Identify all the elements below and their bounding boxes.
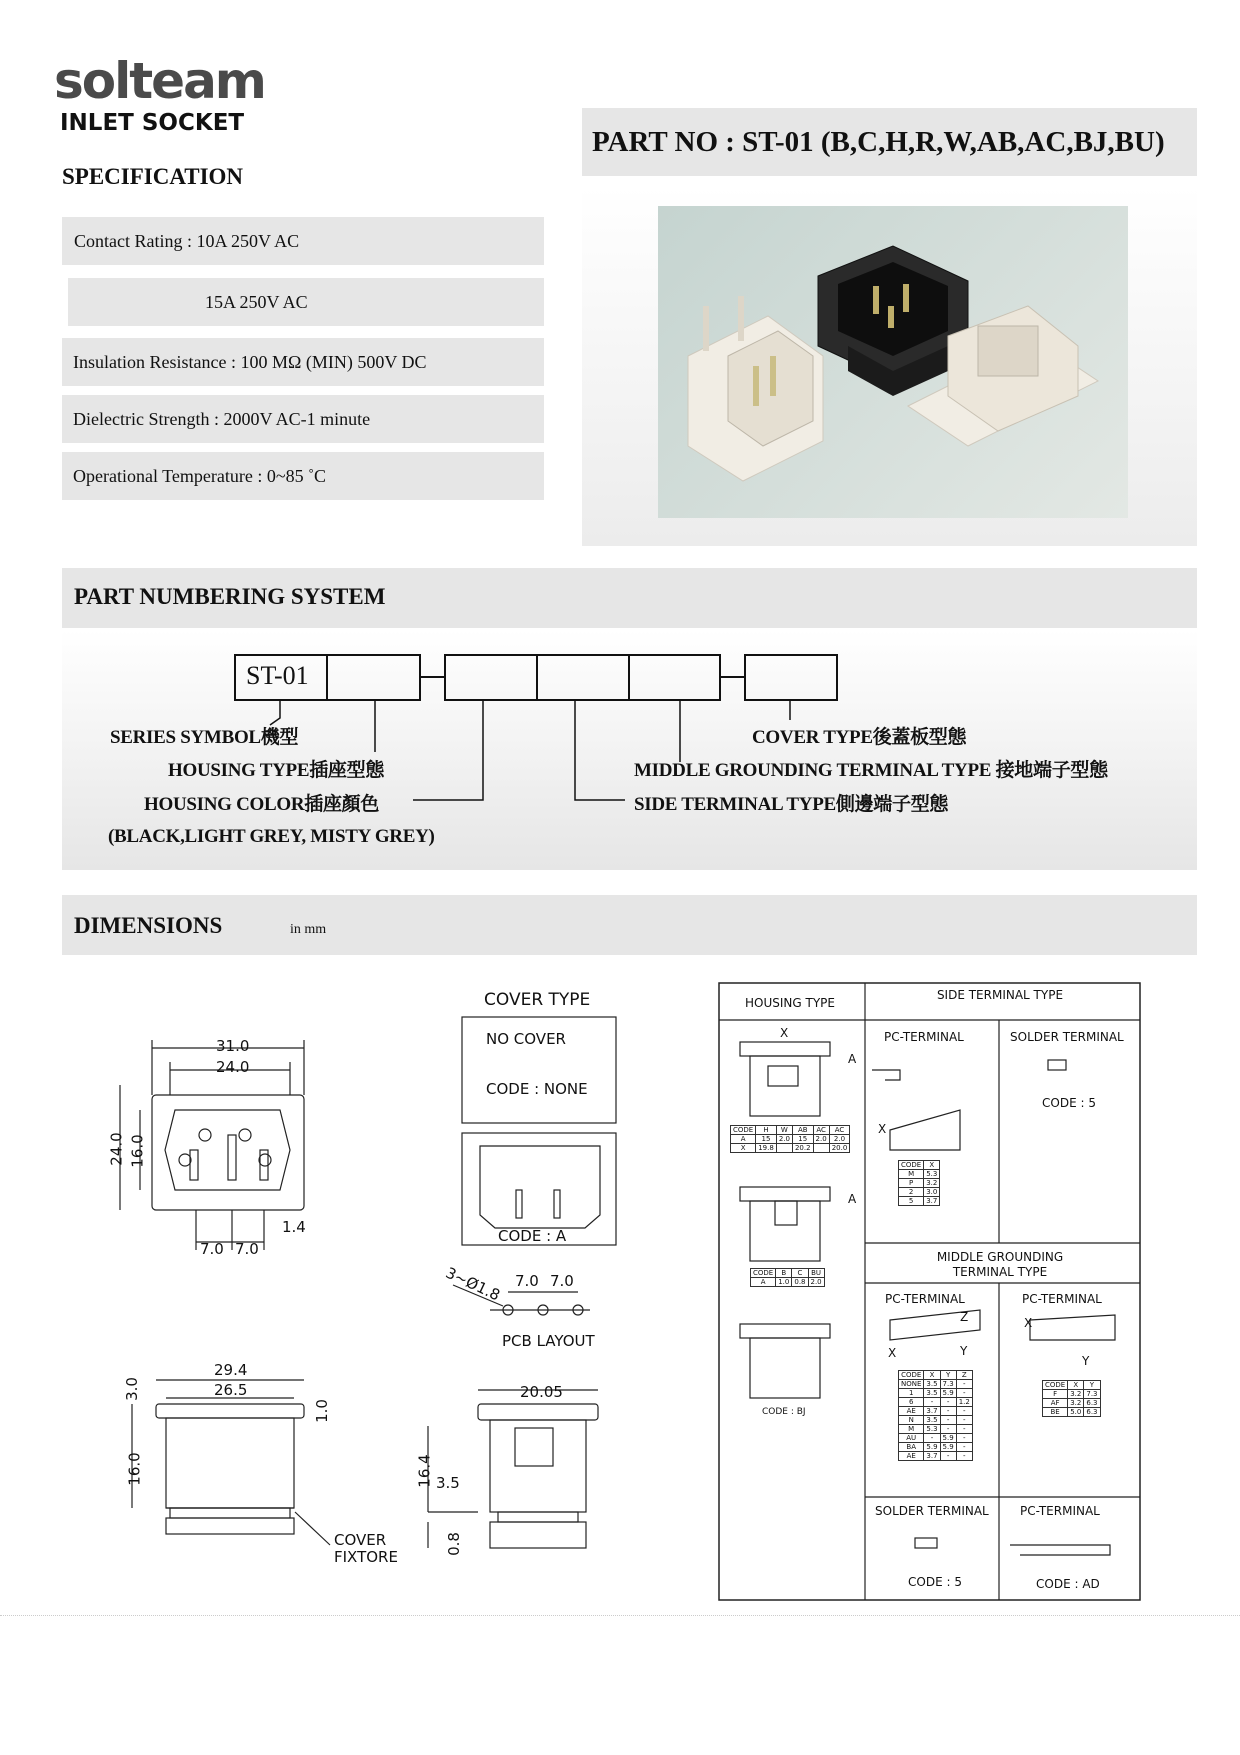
tbl-mid-x-label-1: X [888,1346,897,1360]
label-cover-type: COVER TYPE後蓋板型態 [752,727,967,748]
tbl-housing-type: HOUSING TYPE [745,996,835,1010]
dim-front-height-inner: 16.0 [128,1134,147,1168]
tbl-side-pc-terminal: PC-TERMINAL [884,1030,964,1044]
dim-front-pin: 1.4 [282,1218,306,1236]
tbl-bottom-pc-code: CODE : AD [1036,1577,1100,1591]
pcb-pitch-2: 7.0 [550,1272,574,1290]
tbl-housing-bj-code: CODE : BJ [762,1407,806,1417]
tbl-mid-pc-terminal-1: PC-TERMINAL [885,1292,965,1306]
spec-insulation: Insulation Resistance : 100 MΩ (MIN) 500V DC [62,338,544,386]
middle-grounding-code-table-2: CODE X Y F 3.2 7.3 AF 3.2 6.3 BE 5.0 6.3 [1042,1380,1101,1417]
label-side-terminal: SIDE TERMINAL TYPE側邊端子型態 [634,794,949,815]
tbl-bottom-solder-terminal: SOLDER TERMINAL [875,1504,989,1518]
label-fixture: FIXTORE [334,1548,398,1566]
label-middle-grounding: MIDDLE GROUNDING TERMINAL TYPE 接地端子型態 [634,760,1108,781]
tbl-side-terminal-type: SIDE TERMINAL TYPE [936,988,1064,1002]
brand-logo: solteam [54,52,265,110]
dim-side-thickness: 1.0 [312,1399,331,1423]
code-prefix: ST-01 [246,661,309,690]
dim-end-width: 20.05 [520,1383,563,1401]
specification-heading: SPECIFICATION [62,164,244,189]
tbl-bottom-pc-terminal: PC-TERMINAL [1020,1504,1100,1518]
spec-temperature: Operational Temperature : 0~85 ˚C [62,452,544,500]
label-housing-type: HOUSING TYPE插座型態 [168,760,385,781]
dim-side-width-inner: 26.5 [214,1381,248,1399]
dim-front-width-inner: 24.0 [216,1058,250,1076]
dim-end-height: 16.4 [415,1454,434,1488]
spec-contact-rating: Contact Rating : 10A 250V AC [62,217,544,265]
label-housing-color-options: (BLACK,LIGHT GREY, MISTY GREY) [108,826,435,847]
cover-type-none-label: NO COVER [486,1030,566,1048]
tbl-side-solder-terminal: SOLDER TERMINAL [1010,1030,1124,1044]
tbl-mid-y-label-1: Y [960,1344,968,1358]
dim-front-pitch-1: 7.0 [200,1240,224,1258]
pcb-holes: 3~Ø1.8 [442,1263,503,1305]
cover-type-title: COVER TYPE [484,990,591,1010]
tbl-side-solder-code: CODE : 5 [1042,1096,1096,1110]
cover-type-none-code: CODE : NONE [486,1080,588,1098]
label-housing-color: HOUSING COLOR插座顏色 [144,794,380,815]
footer-divider [0,1615,1240,1616]
tbl-mid-y-label-2: Y [1082,1354,1090,1368]
dimensions-heading: DIMENSIONS [74,913,223,938]
tbl-middle-grounding-type: MIDDLE GROUNDING TERMINAL TYPE [936,1250,1064,1279]
pcb-layout-label: PCB LAYOUT [502,1332,595,1350]
housing-code-table-1: CODE H W AB AC AC A 15 2.0 15 2.0 2.0 X 19.8 20.2 20.0 [730,1125,850,1153]
dim-front-height-outer: 24.0 [107,1132,126,1166]
dim-end-offset: 3.5 [436,1474,460,1492]
pcb-pitch-1: 7.0 [515,1272,539,1290]
tbl-mid-pc-terminal-2: PC-TERMINAL [1022,1292,1102,1306]
dim-side-height: 16.0 [125,1452,144,1486]
dim-side-flange: 3.0 [122,1377,141,1401]
tbl-housing-a-label-2: A [848,1192,857,1206]
middle-grounding-code-table-1: CODE X Y Z NONE 3.5 7.3 - 1 3.5 5.9 - 6 - - 1.2 AE 3.7 - - N 3.5 - - M 5.3 - - AU - 5.9 - BA 5.9 5.9 - AE 3.7 - - [898,1370,973,1461]
dim-end-thickness: 0.8 [444,1532,463,1556]
tbl-housing-x-label-1: X [780,1026,789,1040]
dim-front-pitch-2: 7.0 [235,1240,259,1258]
dim-side-width-outer: 29.4 [214,1361,248,1379]
tbl-bottom-solder-code: CODE : 5 [908,1575,962,1589]
product-category: INLET SOCKET [60,110,245,136]
tbl-side-x-label: X [878,1122,887,1136]
part-number: PART NO : ST-01 (B,C,H,R,W,AB,AC,BJ,BU) [592,126,1165,158]
label-series-symbol: SERIES SYMBOL機型 [110,727,299,748]
housing-code-table-2: CODE B C BU A 1.0 0.8 2.0 [750,1268,825,1287]
dim-front-width-outer: 31.0 [216,1037,250,1055]
cover-type-a-code: CODE : A [498,1227,567,1245]
tbl-mid-x-label-2: X [1024,1316,1033,1330]
tbl-housing-a-label-1: A [848,1052,857,1066]
side-terminal-code-table: CODE X M 5.3 P 3.2 2 3.0 5 3.7 [898,1160,940,1206]
label-cover: COVER [334,1531,387,1549]
part-numbering-heading: PART NUMBERING SYSTEM [74,584,386,609]
dimensions-unit: in mm [290,922,327,937]
tbl-mid-z-label: Z [960,1310,969,1324]
spec-contact-rating-15a: 15A 250V AC [68,278,544,326]
spec-dielectric: Dielectric Strength : 2000V AC-1 minute [62,395,544,443]
